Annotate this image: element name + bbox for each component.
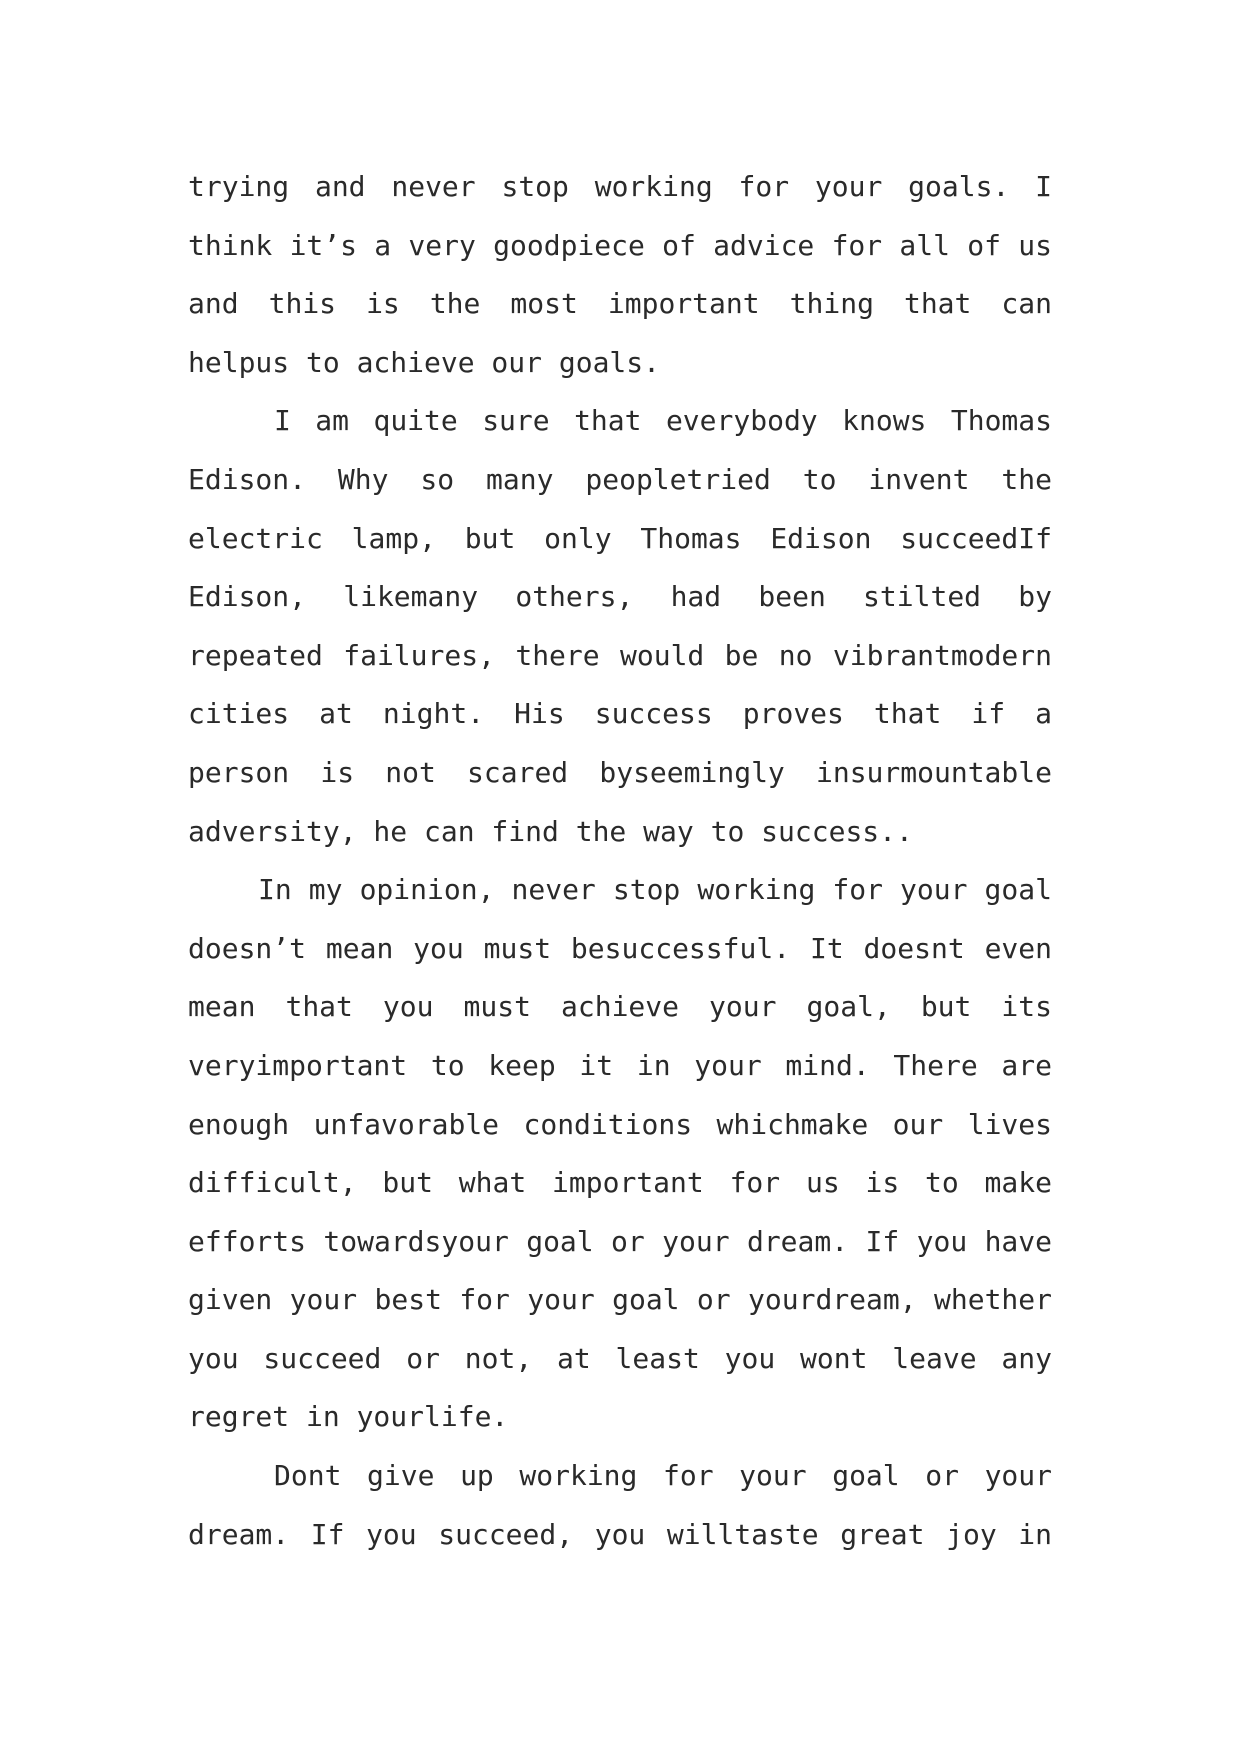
text-line: repeated failures, there would be no vibrantmodern: [188, 638, 1052, 672]
text-line: veryimportant to keep it in your mind. There are: [188, 1048, 1052, 1082]
text-line: given your best for your goal or yourdream, whether: [188, 1283, 1052, 1317]
text-line: regret in yourlife.: [188, 1400, 509, 1434]
text-line: dream. If you succeed, you willtaste great joy in: [188, 1517, 1052, 1551]
text-line: efforts towardsyour goal or your dream. If you have: [188, 1224, 1052, 1258]
text-line: Edison. Why so many peopletried to invent the: [188, 462, 1052, 496]
text-line: doesn’t mean you must besuccessful. It doesnt even: [188, 931, 1052, 965]
text-line: Edison, likemany others, had been stilted by: [188, 580, 1052, 614]
text-line: trying and never stop working for your goals. I: [188, 170, 1052, 203]
text-line: enough unfavorable conditions whichmake our lives: [188, 1107, 1052, 1141]
text-line: cities at night. His success proves that if a: [188, 697, 1052, 731]
text-line: and this is the most important thing that can: [188, 287, 1052, 321]
text-line: difficult, but what important for us is to make: [188, 1166, 1052, 1200]
text-line: Dont give up working for your goal or your: [274, 1459, 1052, 1493]
text-line: person is not scared byseemingly insurmountable: [188, 755, 1052, 789]
text-line: you succeed or not, at least you wont leave any: [188, 1341, 1052, 1375]
text-line: adversity, he can find the way to success..: [188, 814, 913, 848]
text-line: mean that you must achieve your goal, but its: [188, 990, 1052, 1024]
text-line: think it’s a very goodpiece of advice for all of us: [188, 228, 1052, 262]
text-line: electric lamp, but only Thomas Edison succeedIf: [188, 521, 1052, 555]
text-line: In my opinion, never stop working for your goal: [258, 873, 1052, 907]
text-line: helpus to achieve our goals.: [188, 345, 661, 379]
body-text: [188, 158, 1052, 1564]
text-line: I am quite sure that everybody knows Thomas: [274, 404, 1052, 438]
